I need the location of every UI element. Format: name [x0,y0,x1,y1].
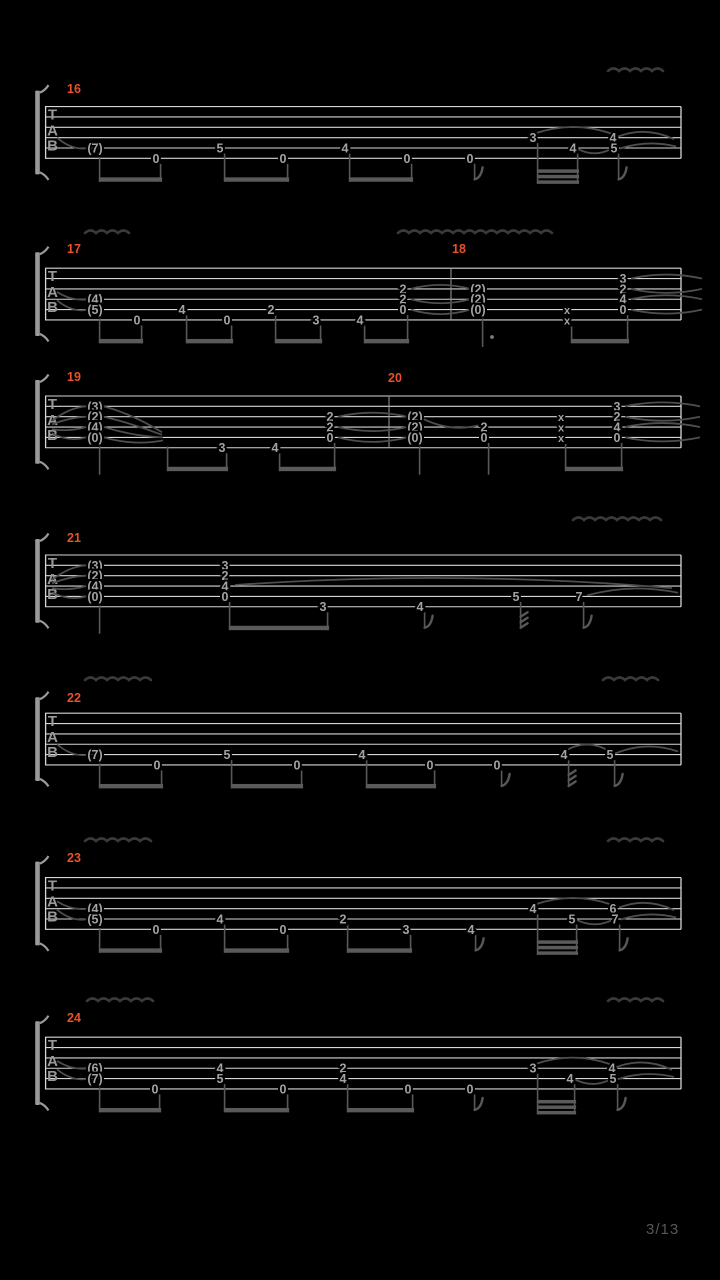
beam [99,339,143,343]
fret-note: 0 [279,151,287,166]
tremolo-beam [537,946,578,950]
fret-note: 2 [613,410,621,425]
staff-system [35,678,681,789]
staff-system [35,370,700,475]
system-bracket [35,380,40,464]
tie [625,437,700,441]
tie [57,1061,88,1069]
fret-note: (4) [87,579,103,594]
fret-note: (3) [87,558,103,573]
fret-note: 0 [326,430,334,445]
fret-note: 0 [480,430,488,445]
fret-note: 2 [339,912,347,927]
bracket-tip [40,375,49,383]
system-bracket [35,91,40,175]
fret-note: 0 [466,151,474,166]
beam [99,1108,161,1112]
fret-note: 0 [426,758,434,773]
bracket-tip [40,621,49,629]
bracket-tip [40,462,49,470]
vibrato-mark [608,999,663,1002]
eighth-flag [502,774,510,786]
tab-clef-letter: A [47,729,58,747]
tremolo-beam [537,175,579,179]
eighth-flag [619,167,627,179]
tab-clef-letter: B [47,137,58,155]
fret-note: 0 [403,151,411,166]
beam [99,948,162,952]
vibrato-mark [87,999,153,1002]
tie [338,437,407,442]
vibrato-mark [608,839,663,842]
page-indicator: 3/13 [646,1221,680,1238]
fret-note: (7) [87,141,103,156]
bracket-tip [40,1016,49,1024]
tie [566,744,608,750]
fret-note: (2) [470,282,486,297]
system-bracket [35,1021,40,1105]
fret-note: (4) [87,902,103,917]
fret-note: 4 [619,292,627,307]
eighth-flag [475,1098,483,1110]
tab-clef-letter: T [47,713,58,731]
tab-clef-letter: T [47,268,58,286]
system-bracket [35,252,40,336]
vibrato-mark [608,69,663,72]
tie [631,275,702,279]
fret-note: 4 [416,600,424,615]
tie [411,299,470,303]
eighth-flag [425,616,433,628]
tie [423,419,478,428]
vibrato-mark [85,231,129,234]
measure-number: 16 [67,82,81,96]
fret-note: 2 [399,282,407,297]
beam [224,948,289,952]
tie [615,746,678,753]
fret-note: 4 [339,1072,347,1086]
eighth-flag [584,616,592,628]
fret-note: 0 [223,313,231,328]
fret-note: (0) [407,430,423,445]
tab-clef-letter: T [47,106,58,124]
fret-note: 7 [611,912,619,927]
tie [57,1069,88,1079]
vibrato-mark [398,231,552,234]
bracket-tip [40,692,49,700]
fret-note: 4 [356,313,364,328]
tie [57,901,88,909]
fret-note: 2 [326,420,334,435]
staff-system [35,69,681,184]
fret-note: (2) [407,410,423,425]
tab-clef-letter: T [47,877,58,895]
fret-note: 0 [279,922,287,937]
fret-note: (5) [87,303,103,317]
vibrato-mark [573,518,661,521]
fret-note: 5 [216,141,224,156]
beam [99,177,162,181]
tab-clef-letter: B [47,908,58,926]
fret-note: 6 [609,902,617,917]
fret-note: (2) [470,292,486,307]
fret-note: (2) [87,569,103,584]
beam [366,784,436,788]
tie [625,417,700,421]
tremolo-beam [537,940,578,944]
fret-note: 0 [466,1082,474,1097]
tie [57,292,88,300]
beam [364,339,409,343]
tie [535,1058,610,1065]
fret-note: 0 [613,430,621,445]
tie [631,295,702,299]
fret-note: (3) [87,399,103,414]
measure-number: 17 [67,242,81,256]
tie [631,289,702,293]
beam [347,948,412,952]
beam [349,177,413,181]
fret-note: 4 [569,141,577,156]
rhythm-dot [490,335,494,339]
eighth-flag [618,1098,626,1110]
eighth-flag [476,938,484,950]
fret-note: 5 [609,1072,617,1086]
tremolo-beam [537,1111,576,1115]
beam [275,339,322,343]
system-bracket [35,697,40,781]
fret-note: (6) [87,1061,103,1076]
fret-note: 0 [133,313,141,328]
beam [224,177,289,181]
thirtysecond-flag [521,618,528,623]
bracket-tip [40,1103,49,1111]
thirtysecond-flag [521,623,528,628]
bracket-tip [40,334,49,342]
tie [587,588,678,595]
tab-clef-letter: A [47,1053,58,1071]
tab-clef-letter: T [47,555,58,572]
fret-note: (2) [87,410,103,425]
thirtysecond-flag [521,612,528,617]
fret-note: (0) [470,303,486,317]
fret-note: 2 [326,410,334,425]
tie [57,910,88,920]
tab-clef-letter: B [47,744,58,762]
tremolo-beam [537,1105,576,1109]
bracket-tip [40,247,49,255]
tie [57,744,88,755]
tie [338,413,407,417]
fret-note: 4 [560,748,568,762]
tie [104,417,162,435]
tie [631,310,702,314]
beam [229,626,329,630]
fret-note: 5 [216,1072,224,1086]
beam [347,1108,414,1112]
tie [535,898,611,905]
fret-note: 0 [399,303,407,317]
muted-note: x [557,422,565,435]
thirtysecond-flag [569,781,576,786]
fret-note: 2 [619,282,627,297]
vibrato-mark [85,678,151,681]
fret-note: 3 [402,922,410,937]
fret-note: 3 [529,1061,537,1076]
tab-clef-letter: T [47,1037,58,1055]
measure-number: 22 [67,691,81,705]
beam [231,784,303,788]
fret-note: 4 [178,303,186,317]
tie [235,578,672,588]
fret-note: 0 [279,1082,287,1097]
fret-note: 0 [151,1082,159,1097]
fret-note: 3 [218,441,226,456]
beam [186,339,233,343]
system-bracket [35,539,40,623]
fret-note: 4 [221,579,229,594]
eighth-flag [620,938,628,950]
fret-note: 3 [529,131,537,146]
fret-note: 4 [216,1061,224,1076]
staff-system [35,999,681,1115]
fret-note: 4 [608,1061,616,1076]
tab-clef-letter: A [47,412,58,429]
fret-note: 4 [529,902,537,917]
beam [224,1108,289,1112]
eighth-flag [475,167,483,179]
muted-note: x [563,305,571,317]
measure-number: 20 [388,371,402,385]
fret-note: 4 [358,748,366,762]
staff-system [35,231,702,347]
fret-note: 4 [271,441,279,456]
muted-note: x [557,412,565,425]
tie [573,1079,609,1084]
thirtysecond-flag [569,776,576,781]
tab-clef-letter: B [47,427,58,444]
fret-note: 0 [493,758,501,773]
fret-note: 2 [399,292,407,307]
measure-number: 23 [67,851,81,865]
fret-note: (4) [87,292,103,307]
tab-clef-letter: T [47,396,58,413]
tab-clef-letter: B [47,1068,58,1086]
tie [411,285,470,289]
fret-note: (2) [407,420,423,435]
tab-clef-letter: A [47,571,58,588]
fret-note: 2 [267,303,275,317]
fret-note: 0 [404,1082,412,1097]
bracket-tip [40,779,49,787]
fret-note: 3 [613,399,621,414]
fret-note: 0 [152,922,160,937]
vibrato-mark [85,839,151,842]
tab-clef-letter: B [47,299,58,317]
fret-note: 4 [609,131,617,146]
fret-note: (7) [87,748,103,762]
fret-note: (0) [87,589,103,604]
fret-note: 0 [619,303,627,317]
tab-clef-letter: A [47,122,58,140]
fret-note: 5 [512,589,520,604]
fret-note: 7 [575,589,583,604]
fret-note: 3 [619,271,627,286]
tab-clef-letter: B [47,586,58,603]
fret-note: 3 [221,558,229,573]
bracket-tip [40,172,49,180]
bracket-tip [40,943,49,951]
tie [104,437,163,442]
tie [411,310,470,315]
bracket-tip [40,534,49,542]
tab-clef-letter: A [47,893,58,911]
vibrato-mark [603,678,658,681]
fret-note: 5 [610,141,618,156]
beam [167,467,228,471]
measure-number: 24 [67,1011,81,1025]
bracket-tip [40,85,49,93]
fret-note: 3 [312,313,320,328]
tie [535,127,611,134]
tie [338,427,407,431]
muted-note: x [557,432,565,445]
staff-system [35,839,681,955]
fret-note: (4) [87,420,103,435]
tremolo-beam [537,951,578,955]
tie [57,138,88,149]
beam [565,467,623,471]
fret-note: (5) [87,912,103,927]
tie [625,402,700,406]
fret-note: 4 [566,1072,574,1086]
tie [57,300,88,310]
beam [571,339,629,343]
tremolo-beam [537,1100,576,1104]
fret-note: 2 [480,420,488,435]
fret-note: (7) [87,1072,103,1086]
fret-note: 4 [613,420,621,435]
fret-note: 4 [341,141,349,156]
measure-number: 19 [67,370,81,384]
thirtysecond-flag [569,770,576,775]
fret-note: 2 [339,1061,347,1076]
tremolo-beam [537,180,579,184]
beam [279,467,336,471]
beam [99,784,163,788]
tremolo-beam [537,169,579,173]
fret-note: 4 [467,922,475,937]
tab-clef-letter: A [47,284,58,302]
measure-number: 18 [452,242,466,256]
fret-note: 0 [293,758,301,773]
fret-note: 4 [216,912,224,927]
fret-note: 2 [221,569,229,584]
fret-note: 0 [152,151,160,166]
staff-system [35,518,681,634]
system-bracket [35,862,40,946]
fret-note: 5 [223,748,231,762]
fret-note: 0 [221,589,229,604]
fret-note: 0 [153,758,161,773]
eighth-flag [615,774,623,786]
fret-note: 3 [319,600,327,615]
tie [576,148,610,153]
tie [625,423,700,427]
tie [575,919,611,924]
fret-note: 5 [568,912,576,927]
muted-note: x [563,315,571,328]
measure-number: 21 [67,531,81,545]
fret-note: 5 [606,748,614,762]
fret-note: (0) [87,430,103,445]
bracket-tip [40,856,49,864]
